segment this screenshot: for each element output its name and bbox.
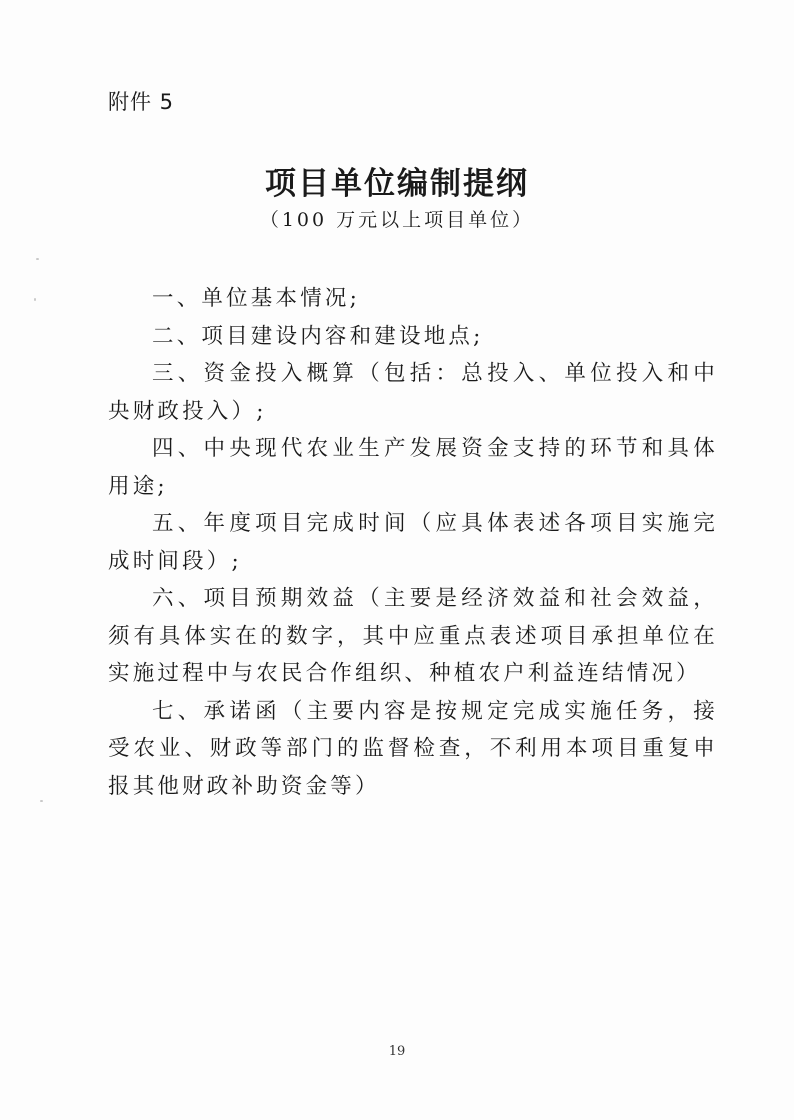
outline-item-1: 一、单位基本情况; xyxy=(152,286,361,311)
outline-item-3: 三、资金投入概算（包括：总投入、单位投入和中央财政投入）; xyxy=(108,361,718,424)
outline-item-5: 五、年度项目完成时间（应具体表述各项目实施完成时间段）; xyxy=(108,511,718,574)
attachment-label: 附件 5 xyxy=(108,90,175,114)
outline-item-7: 七、承诺函（主要内容是按规定完成实施任务，接受农业、财政等部门的监督检查，不利用本项目重复申报其他财政补助资金等） xyxy=(108,698,718,799)
document-subtitle: （100 万元以上项目单位） xyxy=(259,209,535,231)
page-number: 19 xyxy=(388,1044,406,1059)
outline-item-4: 四、中央现代农业生产发展资金支持的环节和具体用途; xyxy=(108,436,718,499)
outline-body xyxy=(108,280,718,805)
scan-speck xyxy=(40,800,43,802)
outline-item-2: 二、项目建设内容和建设地点; xyxy=(152,323,484,349)
scan-speck xyxy=(34,298,36,301)
document-title: 项目单位编制提纲 xyxy=(265,166,529,202)
outline-item-6: 六、项目预期效益（主要是经济效益和社会效益，须有具体实在的数字，其中应重点表述项目承担单位在实施过程中与农民合作组织、种植农户利益连结情况） xyxy=(108,586,718,686)
scan-speck xyxy=(36,258,39,260)
